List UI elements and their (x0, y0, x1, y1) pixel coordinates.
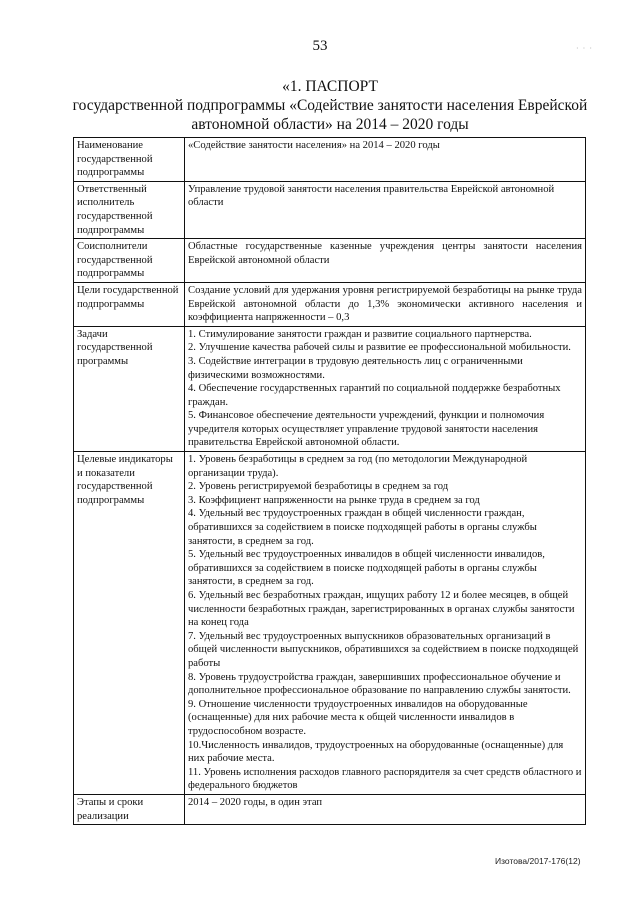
table-row-stages (74, 794, 586, 824)
row-label: Наименование государственной подпрограммы (74, 138, 185, 182)
row-value-item: 2. Улучшение качества рабочей силы и развитие ее профессиональной мобильности. (188, 342, 571, 354)
row-value-item: 5. Удельный вес трудоустроенных инвалидов в общей численности инвалидов, обратившихся за содействием в поиске подходящей работы в органы службы занятости, в среднем за год. (188, 549, 545, 588)
title-line-2: государственной подпрограммы «Содействие занятости населения Еврейской (72, 97, 588, 114)
row-label: Этапы и сроки реализации (74, 794, 185, 824)
table-row-responsible (74, 181, 586, 238)
row-label: Целевые индикаторы и показатели государственной подпрограммы (74, 452, 185, 795)
table-row-tasks (74, 326, 586, 451)
row-value-item: 8. Уровень трудоустройства граждан, завершивших профессиональное обучение и дополнительное профессиональное образование по направлению службы занятости. (188, 671, 571, 697)
row-value-item: 6. Удельный вес безработных граждан, ищущих работу 12 и более месяцев, в общей численности безработных граждан, зарегистрированных в органах службы занятости на конец года (188, 590, 575, 629)
footer-code: Изотова/2017-176(12) (495, 856, 581, 866)
title-line-1: «1. ПАСПОРТ (282, 78, 378, 95)
row-label: Цели государственной подпрограммы (74, 282, 185, 326)
row-value (185, 282, 586, 326)
row-value (185, 181, 586, 238)
row-value-item: Управление трудовой занятости населения правительства Еврейской автономной области (188, 183, 555, 209)
passport-table (73, 137, 586, 825)
row-value-item: 4. Обеспечение государственных гарантий по социальной поддержке безработных граждан. (188, 383, 561, 408)
row-value-item: «Содействие занятости населения» на 2014 – 2020 годы (188, 140, 440, 151)
row-value-item: 5. Финансовое обеспечение деятельности учреждений, функции и полномочия учредителя которых осуществляет управление трудовой занятости населения правительства Еврейской автономной области. (188, 410, 545, 449)
table-row-indicators (74, 452, 586, 795)
row-value (185, 239, 586, 283)
row-value-item: 1. Стимулирование занятости граждан и развитие социального партнерства. (188, 328, 532, 340)
table-row-name (74, 138, 586, 182)
corner-mark: · · · (576, 44, 593, 53)
row-value-item: Создание условий для удержания уровня регистрируемой безработицы на рынке труда Еврейской автономной области до 1,3% экономически активного населения и коэффициента напряженности – 0,3 (188, 284, 582, 324)
row-value (185, 138, 586, 182)
row-label: Задачи государственной программы (74, 326, 185, 451)
row-value-item: 3. Содействие интеграции в трудовую деятельность лиц с ограниченными физическими возможностями. (188, 355, 523, 381)
row-value-item: 3. Коэффициент напряженности на рынке труда в среднем за год (188, 494, 480, 506)
row-label: Соисполнители государственной подпрограммы (74, 239, 185, 283)
row-label: Ответственный исполнитель государственной подпрограммы (74, 181, 185, 238)
row-value-item: 2. Уровень регистрируемой безработицы в среднем за год (188, 481, 449, 493)
row-value-item: 10.Численность инвалидов, трудоустроенных на оборудованные (оснащенные) для них рабочие места. (188, 739, 564, 765)
row-value (185, 794, 586, 824)
row-value-item: 4. Удельный вес трудоустроенных граждан в общей численности граждан, обратившихся за содействием в поиске подходящей работы в органы службы занятости, в среднем за год. (188, 508, 537, 547)
row-value (185, 326, 586, 451)
table-row-goals (74, 282, 586, 326)
title-line-3: автономной области» на 2014 – 2020 годы (191, 116, 469, 133)
row-value-item: 11. Уровень исполнения расходов главного распорядителя за счет средств областного и федерального бюджетов (188, 766, 582, 792)
row-value (185, 452, 586, 795)
table-row-coexecutors (74, 239, 586, 283)
row-value-item: 2014 – 2020 годы, в один этап (188, 796, 323, 808)
row-value-item: 1. Уровень безработицы в среднем за год (по методологии Международной организации труда). (188, 454, 528, 479)
row-value-item: Областные государственные казенные учреждения центры занятости населения Еврейской автономной области (188, 241, 582, 266)
row-value-item: 9. Отношение численности трудоустроенных инвалидов на оборудованные (оснащенные) для них рабочие места к общей численности инвалидов в трудоспособном возрасте. (188, 698, 528, 737)
page-number: 53 (312, 38, 328, 54)
document-title (50, 77, 610, 134)
row-value-item: 7. Удельный вес трудоустроенных выпускников образовательных организаций в общей численности выпускников, обратившихся за содействием в поиске подходящей работы (188, 630, 579, 669)
